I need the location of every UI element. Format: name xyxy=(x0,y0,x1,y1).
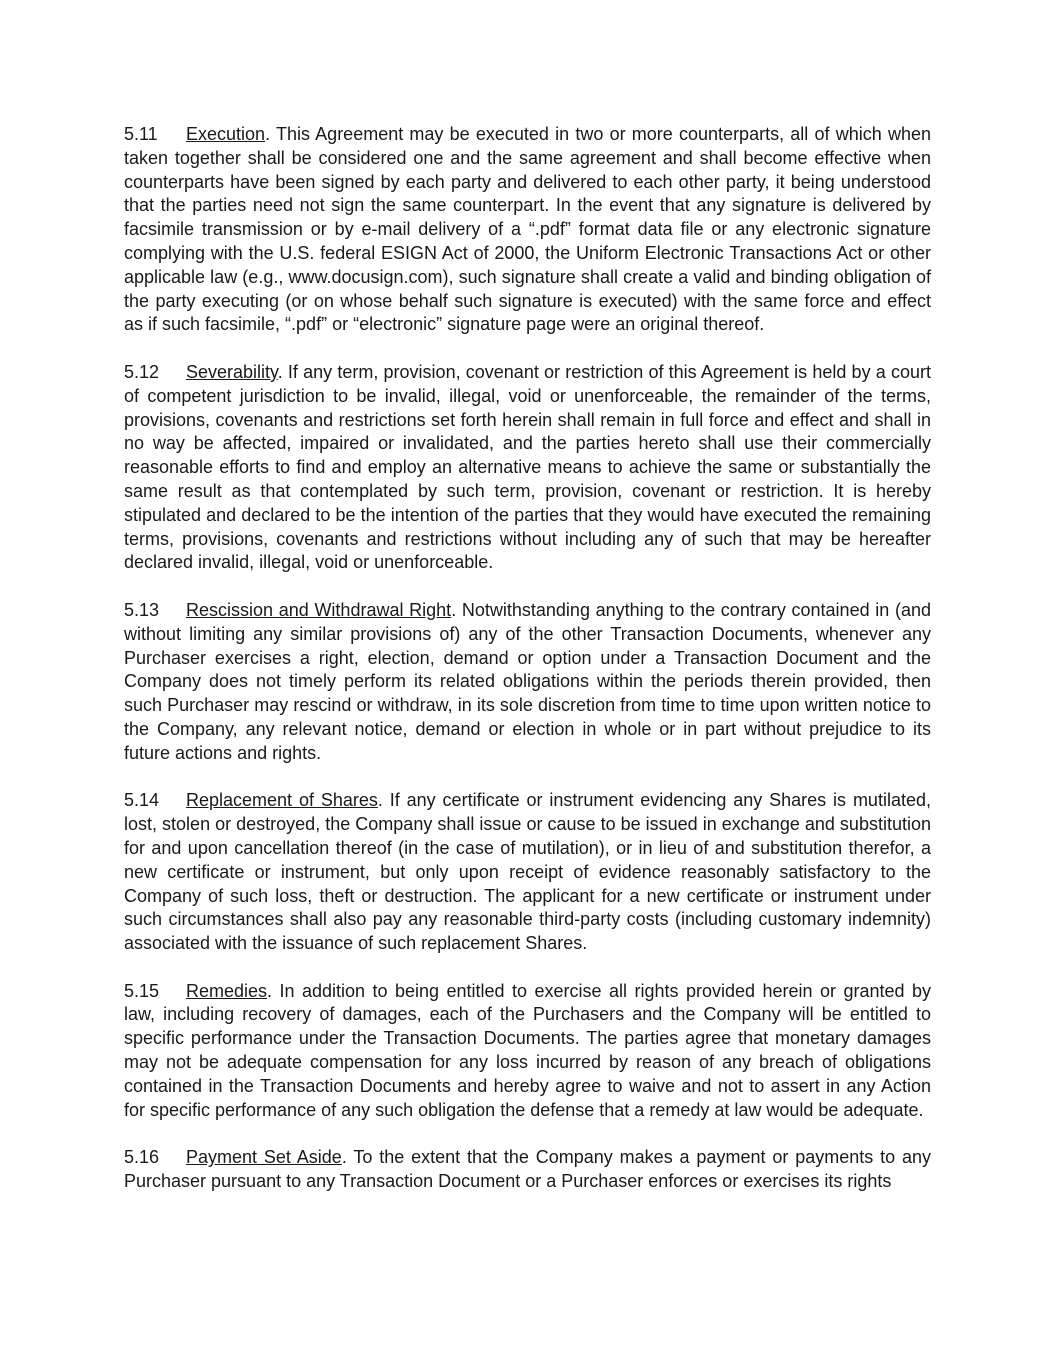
section-heading: Replacement of Shares xyxy=(186,790,378,811)
section-heading: Rescission and Withdrawal Right xyxy=(186,599,452,620)
section-5-16 xyxy=(124,1146,931,1194)
section-heading: Execution xyxy=(186,124,266,144)
section-heading: Remedies xyxy=(186,980,268,1001)
section-body: . If any term, provision, covenant or restriction of this Agreement is held by a court of competent jurisdiction to be invalid, illegal, void or unenforceable, the remainder of the terms, provisions, covenants and restrictions set forth herein shall remain in full force and effect and shall in no way be affected, impaired or invalidated, and the parties hereto shall use their commercially reasonable efforts to find and employ an alternative means to achieve the same or substantially the same result as that contemplated by such term, provision, covenant or restriction. It is hereby stipulated and declared to be the intention of the parties that they would have executed the remaining terms, provisions, covenants and restrictions without including any of such that may be hereafter declared invalid, illegal, void or unenforceable. xyxy=(124,361,931,573)
section-number: 5.14 xyxy=(124,790,160,811)
section-number: 5.16 xyxy=(124,1147,160,1168)
section-5-11 xyxy=(124,123,931,337)
section-5-15 xyxy=(124,980,931,1123)
section-body: . This Agreement may be executed in two or more counterparts, all of which when taken together shall be considered one and the same agreement and shall become effective when counterparts have been signed by each party and delivered to each other party, it being understood that the parties need not sign the same counterpart. In the event that any signature is delivered by facsimile transmission or by e-mail delivery of a “.pdf” format data file or any electronic signature complying with the U.S. federal ESIGN Act of 2000, the Uniform Electronic Transactions Act or other applicable law (e.g., www.docusign.com), such signature shall create a valid and binding obligation of the party executing (or on whose behalf such signature is executed) with the same force and effect as if such facsimile, “.pdf” or “electronic” signature page were an original thereof. xyxy=(124,124,931,335)
section-body: . Notwithstanding anything to the contrary contained in (and without limiting any similar provisions of) any of the other Transaction Documents, whenever any Purchaser exercises a right, election, demand or option under a Transaction Document and the Company does not timely perform its related obligations within the periods therein provided, then such Purchaser may rescind or withdraw, in its sole discretion from time to time upon written notice to the Company, any relevant notice, demand or election in whole or in part without prejudice to its future actions and rights. xyxy=(124,599,932,763)
section-5-12 xyxy=(124,361,931,575)
section-body: . To the extent that the Company makes a payment or payments to any Purchaser pursuant to any Transaction Document or a Purchaser enforces or exercises its rights xyxy=(124,1147,931,1192)
document-page xyxy=(124,123,931,1218)
section-body: . In addition to being entitled to exercise all rights provided herein or granted by law, including recovery of damages, each of the Purchasers and the Company will be entitled to specific performance under the Transaction Documents. The parties agree that monetary damages may not be adequate compensation for any loss incurred by reason of any breach of obligations contained in the Transaction Documents and hereby agree to waive and not to assert in any Action for specific performance of any such obligation the defense that a remedy at law would be adequate. xyxy=(124,980,931,1120)
section-heading: Payment Set Aside xyxy=(186,1147,342,1168)
section-body: . If any certificate or instrument evidencing any Shares is mutilated, lost, stolen or destroyed, the Company shall issue or cause to be issued in exchange and substitution for and upon cancellation thereof (in the case of mutilation), or in lieu of and substitution therefor, a new certificate or instrument, but only upon receipt of evidence reasonably satisfactory to the Company of such loss, theft or destruction. The applicant for a new certificate or instrument under such circumstances shall also pay any reasonable third-party costs (including customary indemnity) associated with the issuance of such replacement Shares. xyxy=(124,790,931,954)
section-5-14 xyxy=(124,789,931,956)
section-number: 5.11 xyxy=(124,124,158,144)
section-number: 5.12 xyxy=(124,361,160,382)
section-number: 5.13 xyxy=(124,599,160,620)
section-heading: Severability xyxy=(186,361,278,382)
section-number: 5.15 xyxy=(124,980,160,1001)
section-5-13 xyxy=(124,599,931,766)
